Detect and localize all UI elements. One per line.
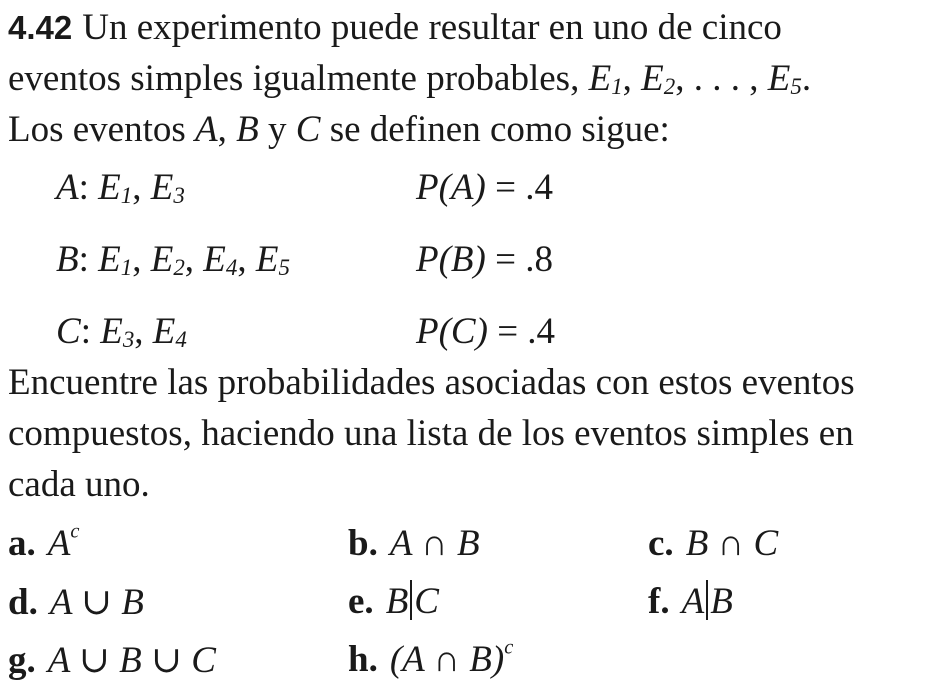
definition-probability: P(A) = .4 bbox=[416, 167, 553, 208]
definition-set: C: $E_3$, $E_4$ bbox=[56, 311, 187, 353]
parts-row bbox=[8, 638, 938, 696]
part-c: c. B ∩ C bbox=[648, 523, 779, 564]
instructions-line-3: cada uno. bbox=[8, 464, 150, 505]
instructions-line-1: Encuentre las probabilidades asociadas con estos eventos bbox=[8, 362, 855, 403]
problem-number: 4.42 bbox=[8, 9, 73, 46]
parts-row bbox=[8, 522, 938, 580]
event-e1: $E_1$ bbox=[588, 58, 623, 100]
exercise-parts bbox=[8, 522, 938, 696]
part-h: h. (A ∩ B)$^c$ bbox=[348, 636, 514, 680]
part-e: e. B C bbox=[348, 581, 439, 622]
part-a: a. $A^c$ bbox=[8, 520, 80, 564]
definition-set: A: $E_1$, $E_3$ bbox=[56, 167, 185, 209]
definition-probability: P(B) = .8 bbox=[416, 239, 553, 280]
event-e5: $E_5$ bbox=[767, 58, 802, 100]
definition-probability: P(C) = .4 bbox=[416, 311, 556, 352]
event-e2: $E_2$ bbox=[641, 58, 676, 100]
parts-row bbox=[8, 580, 938, 638]
intro-text-1: Un experimento puede resultar en uno de cinco bbox=[82, 7, 782, 48]
intro-line-1 bbox=[8, 6, 782, 50]
intro-line-2: eventos simples igualmente probables, $E_1$, $E_2$, . . . , $E_5$. bbox=[8, 58, 812, 100]
part-b: b. A ∩ B bbox=[348, 523, 480, 564]
intro-text-2: eventos simples igualmente probables, bbox=[8, 58, 580, 99]
intro-line-3: Los eventos A, B y C se definen como sigue: bbox=[8, 109, 670, 150]
part-f: f. A B bbox=[648, 581, 733, 622]
part-d: d. A ∪ B bbox=[8, 582, 144, 623]
instructions-line-2: compuestos, haciendo una lista de los eventos simples en bbox=[8, 413, 854, 454]
conditional-bar bbox=[706, 580, 708, 620]
conditional-bar bbox=[410, 580, 412, 620]
part-g: g. A ∪ B ∪ C bbox=[8, 640, 216, 681]
definition-set: B: $E_1$, $E_2$, $E_4$, $E_5$ bbox=[56, 239, 290, 281]
